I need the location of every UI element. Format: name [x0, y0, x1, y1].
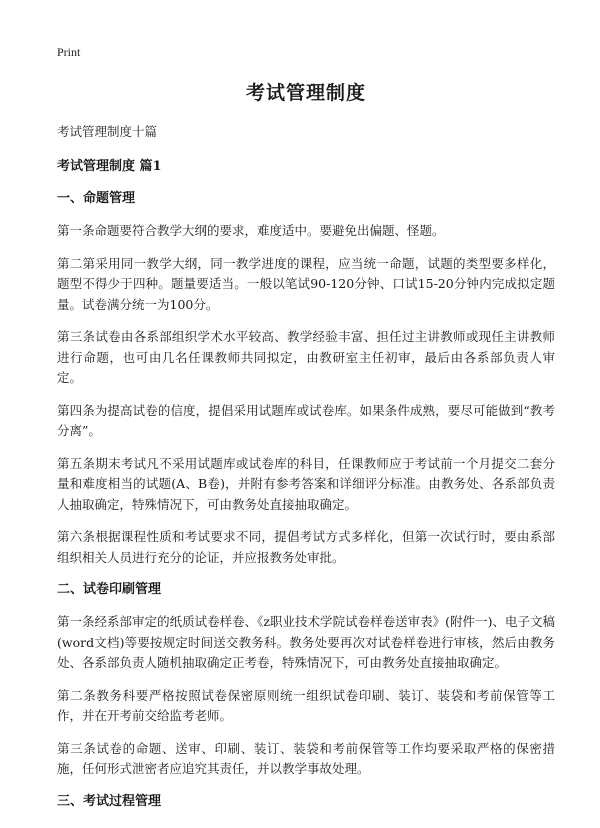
page-title: 考试管理制度 — [245, 82, 366, 104]
paragraph: 第二第采用同一教学大纲，同一教学进度的课程，应当统一命题，试题的类型要多样化，题型不得少于四种。题量要适当。一般以笔试90-120分钟、口试15-20分钟内完成拟定题量。试卷满分统一为100分。 — [57, 255, 555, 312]
print-label: Print — [57, 45, 81, 59]
paragraph: 第三条试卷的命题、送审、印刷、装订、装袋和考前保管等工作均要采取严格的保密措施，任何形式泄密者应追究其责任，并以教学事故处理。 — [57, 740, 555, 776]
paragraph: 第五条期末考试凡不采用试题库或试卷库的科目，任课教师应于考试前一个月提交二套分量和难度相当的试题(A、B卷)，并附有参考答案和详细评分标准。由教务处、各系部负责人抽取确定，特殊情况下，可由教务处直接抽取确定。 — [57, 455, 555, 512]
part-heading: 考试管理制度 篇1 — [57, 159, 162, 174]
paragraph: 第二条教务科要严格按照试卷保密原则统一组织试卷印刷、装订、装袋和考前保管等工作，并在开考前交给监考老师。 — [57, 687, 555, 723]
section-heading-1: 一、命题管理 — [57, 191, 136, 206]
paragraph: 第一条命题要符合教学大纲的要求，难度适中。要避免出偏题、怪题。 — [57, 223, 445, 238]
paragraph: 第一条经系部审定的纸质试卷样卷、《z职业技术学院试卷样卷送审表》(附件一)、电子文稿(word文档)等要按规定时间送交教务科。教务处要再次对试卷样卷进行审核，然后由教务处、各系部负责人随机抽取确定正考卷，特殊情况下，可由教务处直接抽取确定。 — [57, 614, 555, 670]
paragraph: 第三条试卷由各系部组织学术水平较高、教学经验丰富、担任过主讲教师或现任主讲教师进行命题，也可由几名任课教师共同拟定，由教研室主任初审，最后由各系部负责人审定。 — [57, 329, 555, 385]
document-subtitle: 考试管理制度十篇 — [57, 124, 158, 139]
paragraph: 第四条为提高试卷的信度，提倡采用试题库或试卷库。如果条件成熟，要尽可能做到“教考分离”。 — [57, 402, 555, 438]
section-heading-2: 二、试卷印刷管理 — [57, 582, 162, 597]
paragraph: 第六条根据课程性质和考试要求不同，提倡考试方式多样化，但第一次试行时，要由系部组织相关人员进行充分的论证，并应报教务处审批。 — [57, 529, 555, 565]
section-heading-3: 三、考试过程管理 — [57, 793, 162, 809]
